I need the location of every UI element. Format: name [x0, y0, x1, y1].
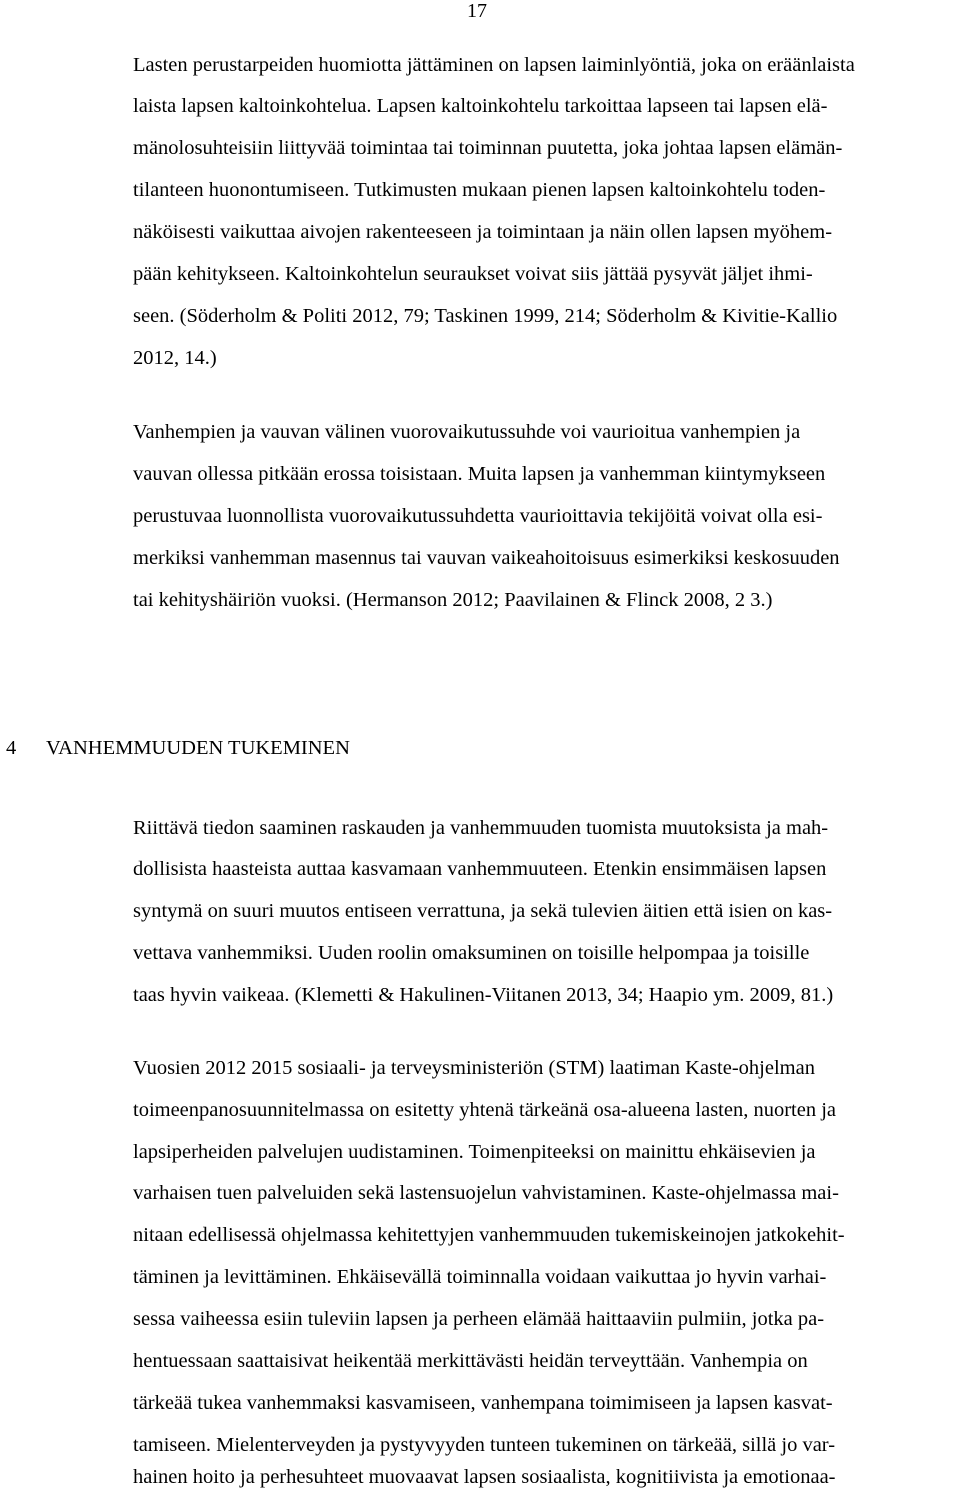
- text-line: mänolosuhteisiin liittyvää toimintaa tai toiminnan puutetta, joka johtaa lapsen elämän-: [133, 137, 843, 159]
- text-line: pään kehitykseen. Kaltoinkohtelun seuraukset voivat siis jättää pysyvät jäljet ihmi-: [133, 263, 813, 285]
- text-line: hainen hoito ja perhesuhteet muovaavat lapsen sosiaalista, kognitiivista ja emotionaa-: [133, 1466, 836, 1488]
- text-line: tamiseen. Mielenterveyden ja pystyvyyden tunteen tukeminen on tärkeää, sillä jo var-: [133, 1434, 836, 1456]
- text-line: Vanhempien ja vauvan välinen vuorovaikutussuhde voi vaurioitua vanhempien ja: [133, 421, 801, 443]
- text-line: Riittävä tiedon saaminen raskauden ja vanhemmuuden tuomista muutoksista ja mah-: [133, 817, 829, 839]
- text-line: tai kehityshäiriön vuoksi. (Hermanson 2012; Paavilainen & Flinck 2008, 2 3.): [133, 589, 773, 611]
- text-line: näköisesti vaikuttaa aivojen rakenteeseen ja toimintaan ja näin ollen lapsen myöhem-: [133, 221, 833, 243]
- text-line: nitaan edellisessä ohjelmassa kehitettyjen vanhemmuuden tukemiskeinojen jatkokehit-: [133, 1224, 845, 1246]
- text-line: sessa vaiheessa esiin tuleviin lapsen ja perheen elämää haittaaviin pulmiin, jotka pa-: [133, 1308, 825, 1330]
- text-line: täminen ja levittäminen. Ehkäisevällä toiminnalla voidaan vaikuttaa jo hyvin varhai-: [133, 1266, 827, 1288]
- text-line: merkiksi vanhemman masennus tai vauvan vaikeahoitoisuus esimerkiksi keskosuuden: [133, 547, 840, 569]
- section-number: 4: [6, 737, 17, 759]
- section-title: VANHEMMUUDEN TUKEMINEN: [46, 737, 350, 759]
- text-line: 2012, 14.): [133, 347, 217, 369]
- text-line: dollisista haasteista auttaa kasvamaan vanhemmuuteen. Etenkin ensimmäisen lapsen: [133, 858, 827, 880]
- text-line: vettava vanhemmiksi. Uuden roolin omaksuminen on toisille helpompaa ja toisille: [133, 942, 810, 964]
- text-line: varhaisen tuen palveluiden sekä lastensuojelun vahvistaminen. Kaste-ohjelmassa mai-: [133, 1182, 839, 1204]
- text-line: toimeenpanosuunnitelmassa on esitetty yhtenä tärkeänä osa-alueena lasten, nuorten ja: [133, 1099, 837, 1121]
- text-line: syntymä on suuri muutos entiseen verrattuna, ja sekä tulevien äitien että isien on kas-: [133, 900, 833, 922]
- page-number: 17: [467, 0, 487, 22]
- text-line: taas hyvin vaikeaa. (Klemetti & Hakulinen-Viitanen 2013, 34; Haapio ym. 2009, 81.): [133, 984, 834, 1006]
- text-line: vauvan ollessa pitkään erossa toisistaan. Muita lapsen ja vanhemman kiintymykseen: [133, 463, 826, 485]
- text-line: Vuosien 2012 2015 sosiaali- ja terveysministeriön (STM) laatiman Kaste-ohjelman: [133, 1057, 815, 1079]
- text-line: lapsiperheiden palvelujen uudistaminen. Toimenpiteeksi on mainittu ehkäisevien ja: [133, 1141, 816, 1163]
- text-line: tärkeää tukea vanhemmaksi kasvamiseen, vanhempana toimimiseen ja lapsen kasvat-: [133, 1392, 833, 1414]
- text-line: hentuessaan saattaisivat heikentää merkittävästi heidän terveyttään. Vanhempia on: [133, 1350, 808, 1372]
- text-line: Lasten perustarpeiden huomiotta jättäminen on lapsen laiminlyöntiä, joka on eräänlaista: [133, 54, 855, 76]
- text-line: tilanteen huonontumiseen. Tutkimusten mukaan pienen lapsen kaltoinkohtelu toden-: [133, 179, 826, 201]
- text-line: laista lapsen kaltoinkohtelua. Lapsen kaltoinkohtelu tarkoittaa lapseen tai lapsen elä-: [133, 95, 828, 117]
- text-line: seen. (Söderholm & Politi 2012, 79; Taskinen 1999, 214; Söderholm & Kivitie-Kallio: [133, 305, 838, 327]
- text-line: perustuvaa luonnollista vuorovaikutussuhdetta vaurioittavia tekijöitä voivat olla esi-: [133, 505, 823, 527]
